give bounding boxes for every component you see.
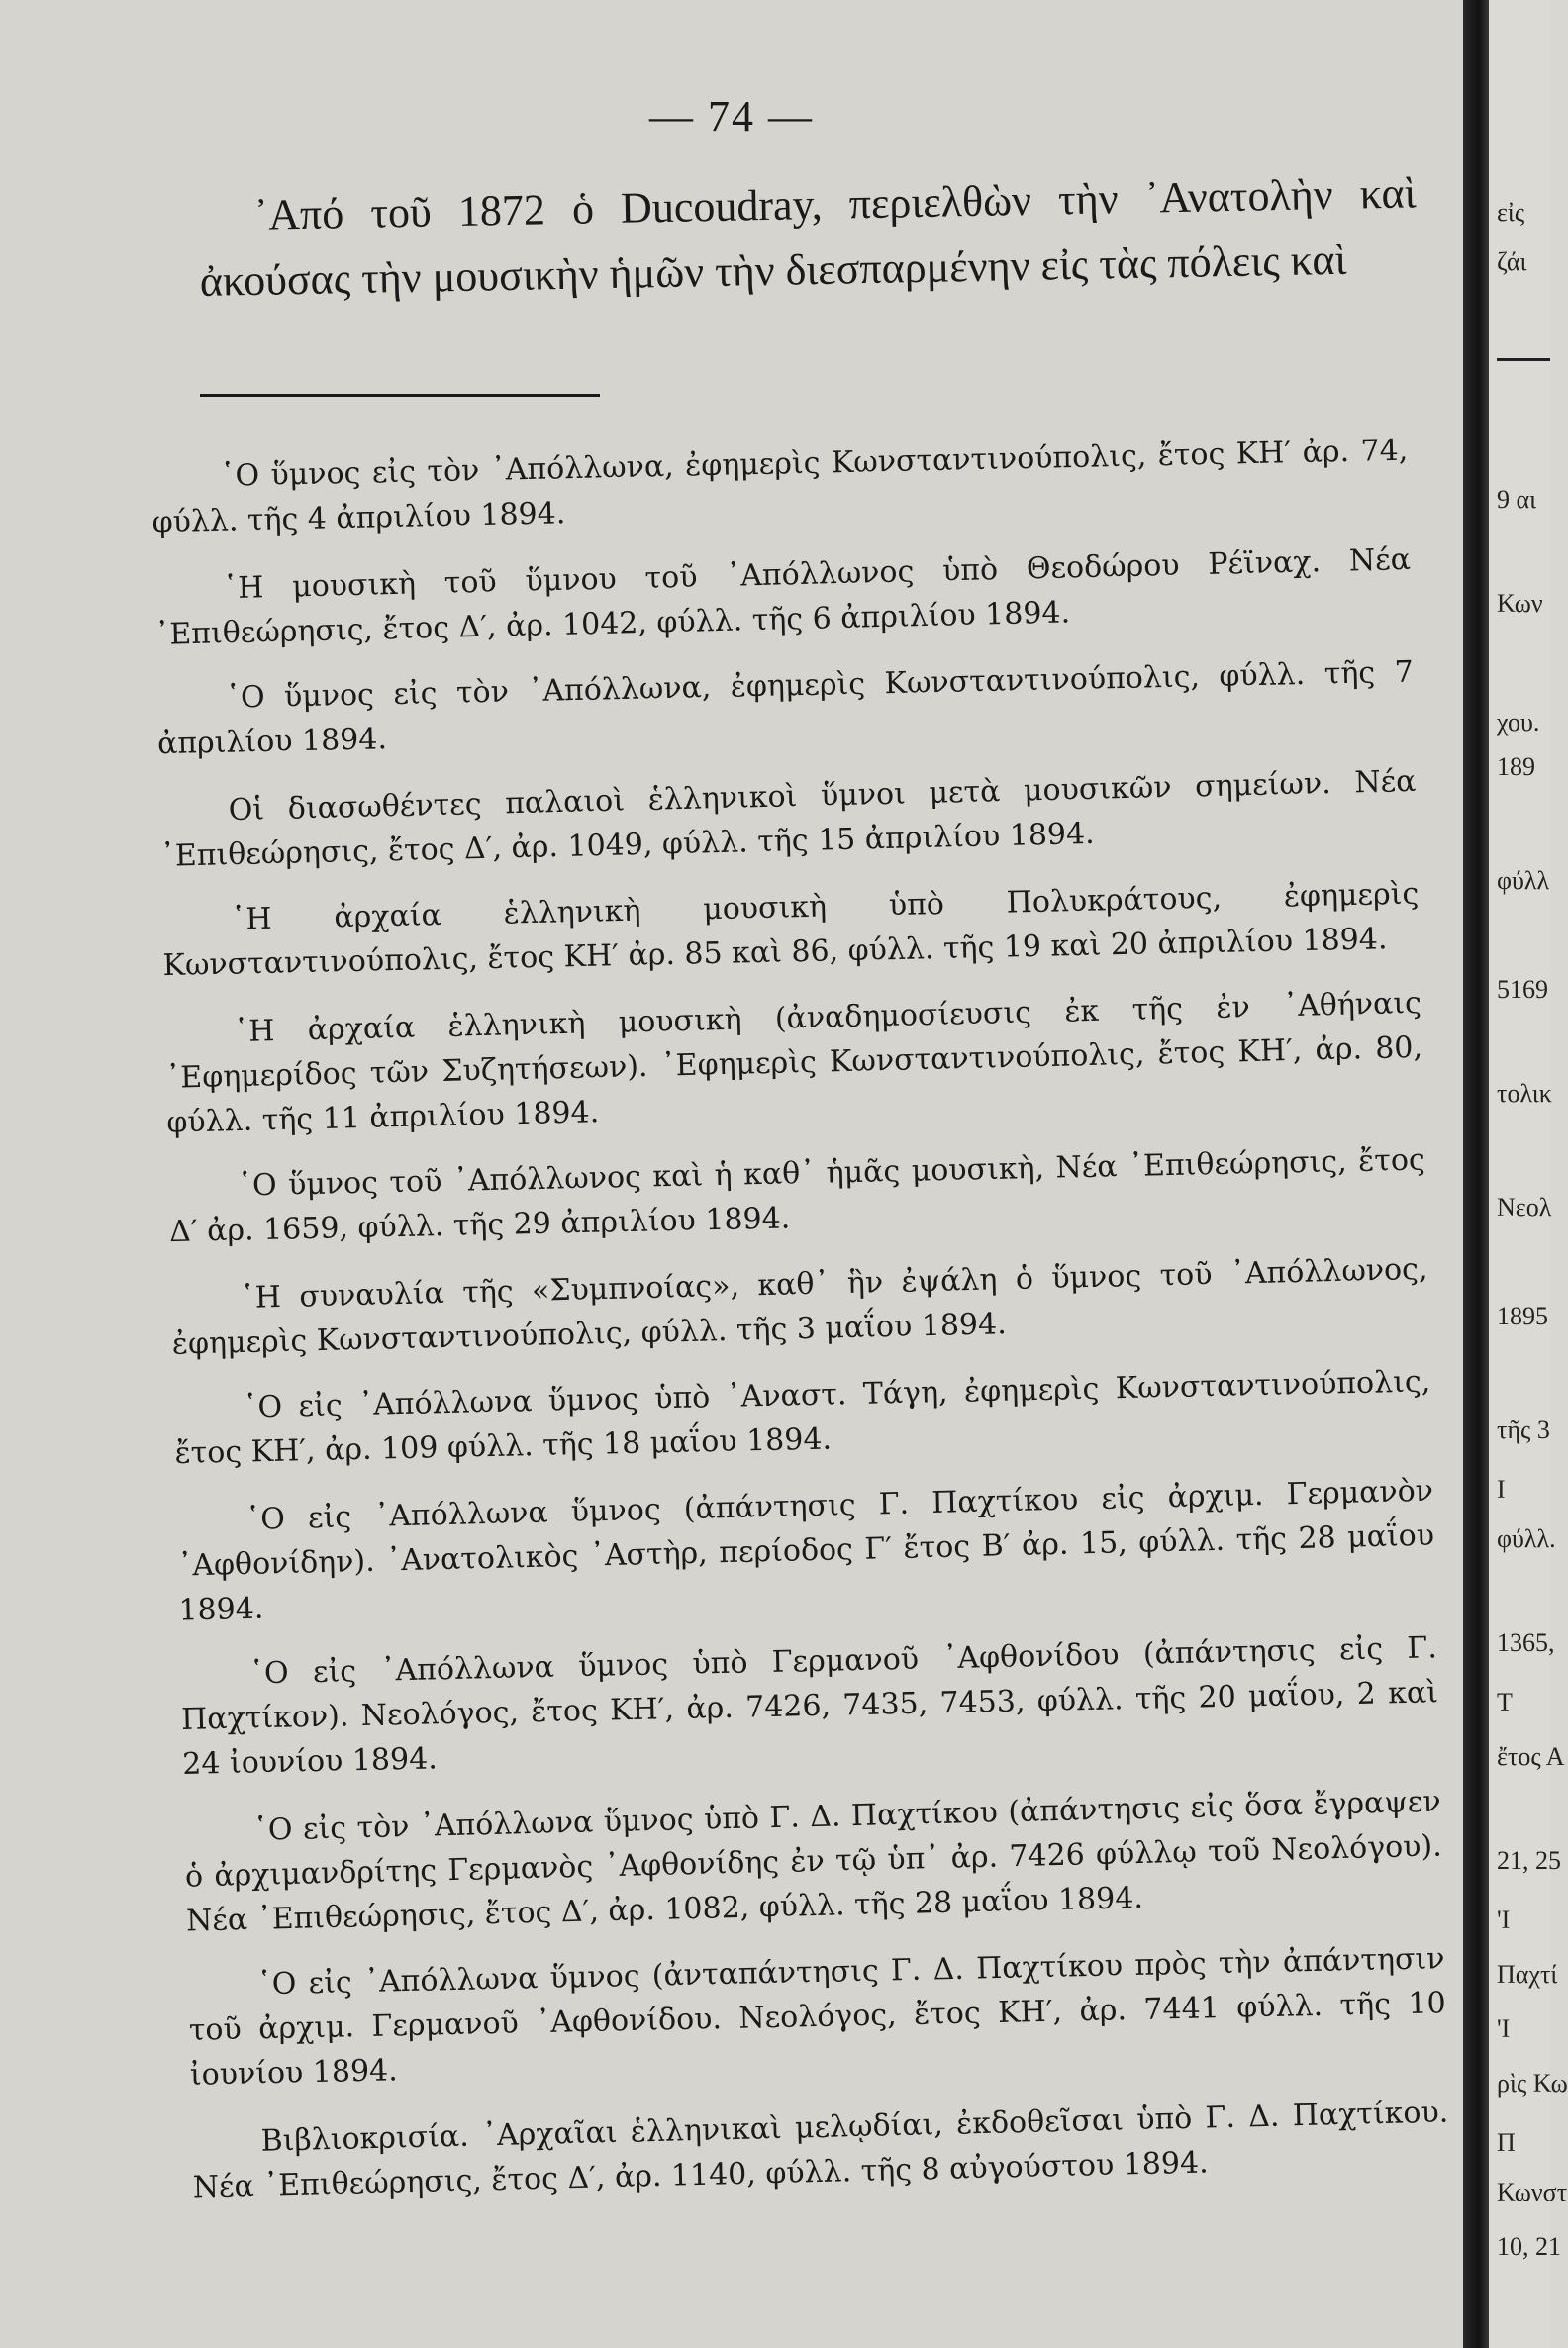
facing-page-fragment: Ι (1497, 1475, 1506, 1504)
note-item: ῾Ο ὕμνος εἰς τὸν ᾿Απόλλωνα, ἐφημερὶς Κωνσταντινούπολις, ἔτος ΚΗ′ ἀρ. 74, φύλλ. τῆς 4 ἀπριλίου 1894. (151, 433, 1409, 540)
facing-page-fragment: 5169 (1497, 975, 1548, 1004)
facing-page-fragment: εἰς (1497, 198, 1525, 227)
note-item: ῾Ο εἰς ᾿Απόλλωνα ὕμνος ὑπὸ ᾿Αναστ. Τάγη, ἐφημερὶς Κωνσταντινούπολις, ἔτος ΚΗ′, ἀρ. 109 φύλλ. τῆς 18 μαΐου 1894. (174, 1364, 1431, 1472)
facing-page-fragment: ρὶς Κω (1497, 2069, 1568, 2098)
facing-page-fragment: χου. (1497, 708, 1540, 736)
facing-page-fragment: 21, 25 (1497, 1846, 1561, 1875)
note-item: ῾Η συναυλία τῆς «Συμπνοίας», καθ᾿ ἣν ἐψάλη ὁ ὕμνος τοῦ ᾿Απόλλωνος, ἐφημερὶς Κωνσταντινούπολις, φύλλ. τῆς 3 μαΐου 1894. (171, 1251, 1428, 1362)
page-number: — 74 — (649, 92, 814, 141)
facing-page-fragment: Π (1497, 2128, 1516, 2157)
facing-page-fragment: φύλλ (1497, 866, 1550, 895)
facing-page-fragment: Κων (1497, 589, 1543, 618)
facing-page-fragment: 189 (1497, 752, 1535, 781)
note-item: ῾Ο ὕμνος εἰς τὸν ᾿Απόλλωνα, ἐφημερὶς Κωνσταντινούπολις, φύλλ. τῆς 7 ἀπριλίου 1894. (156, 654, 1415, 762)
note-item: ῾Ο ὕμνος τοῦ ᾿Απόλλωνος καὶ ἡ καθ᾿ ἡμᾶς μουσικὴ, Νέα ᾿Επιθεώρησις, ἔτος Δ′ ἀρ. 1659, φύλλ. τῆς 29 ἀπριλίου 1894. (168, 1142, 1426, 1250)
facing-page-fragment: Κωνστ (1497, 2178, 1568, 2206)
footnote-divider (200, 394, 600, 397)
note-item: ῾Ο εἰς τὸν ᾿Απόλλωνα ὕμνος ὑπὸ Γ. Δ. Παχτίκου (ἀπάντησις εἰς ὅσα ἔγραψεν ὁ ἀρχιμανδρίτης Γερμανὸς ᾿Αφθονίδης ἐν τῷ ὑπ᾿ ἀρ. 7426 φύλλῳ τοῦ Νεολόγου). Νέα ᾿Επιθεώρησις, ἔτος Δ′, ἀρ. 1082, φύλλ. τῆς 28 μαΐου 1894. (184, 1784, 1443, 1939)
note-item: ῾Η μουσικὴ τοῦ ὕμνου τοῦ ᾿Απόλλωνος ὑπὸ Θεοδώρου Ρέϊναχ. Νέα ᾿Επιθεώρησις, ἔτος Δ′, ἀρ. 1042, φύλλ. τῆς 6 ἀπριλίου 1894. (153, 541, 1412, 652)
facing-page-fragment: τῆς 3 (1497, 1416, 1550, 1444)
facing-page-fragment: 10, 21 (1497, 2232, 1561, 2261)
note-item: ῾Η ἀρχαία ἑλληνικὴ μουσικὴ ὑπὸ Πολυκράτους, ἐφημερὶς Κωνσταντινούπολις, ἔτος ΚΗ′ ἀρ. 85 καὶ 86, φύλλ. τῆς 19 καὶ 20 ἀπριλίου 1894. (162, 876, 1420, 984)
facing-page-rule (1497, 358, 1550, 361)
bibliography-notes (150, 427, 1450, 2231)
facing-page-edge (1489, 0, 1568, 2348)
facing-page-fragment: Παχτί (1497, 1960, 1558, 1989)
facing-page-fragment: 'Ι (1497, 1906, 1511, 1934)
facing-page-fragment: Νεολ (1497, 1193, 1552, 1222)
facing-page-fragment: 1365, (1497, 1628, 1555, 1657)
facing-page-fragment: τολικ (1497, 1079, 1552, 1108)
note-item: ῾Ο εἰς ᾿Απόλλωνα ὕμνος (ἀνταπάντησις Γ. Δ. Παχτίκου πρὸς τὴν ἀπάντησιν τοῦ ἀρχιμ. Γερμανοῦ ᾿Αφθονίδου. Νεολόγος, ἔτος ΚΗ′, ἀρ. 7441 φύλλ. τῆς 10 ἰουνίου 1894. (188, 1941, 1446, 2093)
facing-page-fragment: 'Ι (1497, 2014, 1511, 2043)
facing-page-fragment: Τ (1497, 1688, 1513, 1716)
note-item: ῾Ο εἰς ᾿Απόλλωνα ὕμνος (ἀπάντησις Γ. Παχτίκου εἰς ἀρχιμ. Γερμανὸν ᾿Αφθονίδην). ᾿Ανατολικὸς ᾿Αστὴρ, περίοδος Γ′ ἔτος Β′ ἀρ. 15, φύλλ. τῆς 28 μαΐου 1894. (176, 1473, 1435, 1628)
facing-page-fragment: ζάι (1497, 247, 1527, 276)
main-paragraph: ᾿Από τοῦ 1872 ὁ Ducoudray, περιελθὼν τὴν ᾿Ανατολὴν καὶ ἀκούσας τὴν μουσικὴν ἡμῶν τὴν διεσπαρμένην εἰς τὰς πόλεις καὶ (199, 168, 1417, 306)
note-item: ῾Ο εἰς ᾿Απόλλωνα ὕμνος ὑπὸ Γερμανοῦ ᾿Αφθονίδου (ἀπάντησις εἰς Γ. Παχτίκον). Νεολόγος, ἔτος ΚΗ′, ἀρ. 7426, 7435, 7453, φύλλ. τῆς 20 μαΐου, 2 καὶ 24 ἰουνίου 1894. (180, 1630, 1439, 1782)
facing-page-fragment: ἔτος Α (1497, 1742, 1565, 1771)
facing-page-fragment: 1895 (1497, 1302, 1548, 1330)
body-text (198, 160, 1418, 315)
note-item: Οἱ διασωθέντες παλαιοὶ ἑλληνικοὶ ὕμνοι μετὰ μουσικῶν σημείων. Νέα ᾿Επιθεώρησις, ἔτος Δ′, ἀρ. 1049, φύλλ. τῆς 15 ἀπριλίου 1894. (159, 763, 1417, 874)
note-item: Βιβλιοκρισία. ᾿Αρχαῖαι ἑλληνικαὶ μελῳδίαι, ἐκδοθεῖσαι ὑπὸ Γ. Δ. Παχτίκου. Νέα ᾿Επιθεώρησις, ἔτος Δ′, ἀρ. 1140, φύλλ. τῆς 8 αὐγούστου 1894. (192, 2095, 1449, 2205)
facing-page-fragment: φύλλ. (1497, 1524, 1556, 1553)
book-gutter (1463, 0, 1489, 2348)
facing-page-fragment: 9 αι (1497, 485, 1537, 514)
note-item: ῾Η ἀρχαία ἑλληνικὴ μουσικὴ (ἀναδημοσίευσις ἐκ τῆς ἐν ᾿Αθήναις ᾿Εφημερίδος τῶν Συζητήσεων). ᾿Εφημερὶς Κωνσταντινούπολις, ἔτος ΚΗ′, ἀρ. 80, φύλλ. τῆς 11 ἀπριλίου 1894. (164, 985, 1423, 1140)
